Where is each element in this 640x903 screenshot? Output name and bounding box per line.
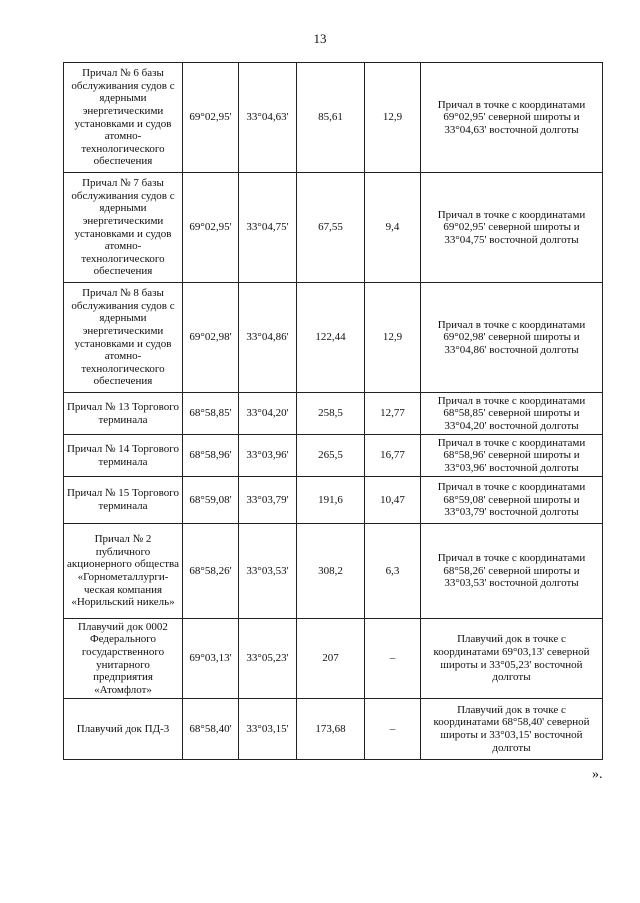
description-cell: Причал в точке с координатами 68°58,26' северной широты и 33°03,53' восточной долготы bbox=[421, 524, 603, 619]
depth-cell: 10,47 bbox=[365, 477, 421, 524]
depth-cell: 12,9 bbox=[365, 283, 421, 393]
table-row bbox=[64, 435, 603, 477]
longitude-cell: 33°03,15' bbox=[239, 699, 297, 760]
depth-cell: 9,4 bbox=[365, 173, 421, 283]
latitude-cell: 69°02,95' bbox=[183, 63, 239, 173]
depth-cell: – bbox=[365, 699, 421, 760]
berth-name-cell: Причал № 7 базы обслуживания судов с ядерными энергетическими установками и судов атомно-технологического обеспечения bbox=[64, 173, 183, 283]
length-cell: 308,2 bbox=[297, 524, 365, 619]
depth-cell: 6,3 bbox=[365, 524, 421, 619]
table-row bbox=[64, 283, 603, 393]
longitude-cell: 33°04,75' bbox=[239, 173, 297, 283]
table-row bbox=[64, 173, 603, 283]
depth-cell: 12,77 bbox=[365, 393, 421, 435]
latitude-cell: 68°58,40' bbox=[183, 699, 239, 760]
depth-cell: 12,9 bbox=[365, 63, 421, 173]
table-row bbox=[64, 699, 603, 760]
length-cell: 191,6 bbox=[297, 477, 365, 524]
latitude-cell: 68°58,85' bbox=[183, 393, 239, 435]
longitude-cell: 33°04,63' bbox=[239, 63, 297, 173]
depth-cell: – bbox=[365, 619, 421, 699]
length-cell: 85,61 bbox=[297, 63, 365, 173]
latitude-cell: 69°02,95' bbox=[183, 173, 239, 283]
description-cell: Причал в точке с координатами 69°02,95' северной широты и 33°04,75' восточной долготы bbox=[421, 173, 603, 283]
longitude-cell: 33°04,20' bbox=[239, 393, 297, 435]
berth-name-cell: Причал № 2 публичного акционерного общества «Горнометаллурги-ческая компания «Норильский никель» bbox=[64, 524, 183, 619]
description-cell: Причал в точке с координатами 69°02,95' северной широты и 33°04,63' восточной долготы bbox=[421, 63, 603, 173]
length-cell: 258,5 bbox=[297, 393, 365, 435]
longitude-cell: 33°03,96' bbox=[239, 435, 297, 477]
page-number: 13 bbox=[313, 31, 327, 46]
description-cell: Причал в точке с координатами 69°02,98' северной широты и 33°04,86' восточной долготы bbox=[421, 283, 603, 393]
longitude-cell: 33°03,79' bbox=[239, 477, 297, 524]
length-cell: 122,44 bbox=[297, 283, 365, 393]
berth-name-cell: Причал № 6 базы обслуживания судов с ядерными энергетическими установками и судов атомно-технологического обеспечения bbox=[64, 63, 183, 173]
berth-name-cell: Причал № 13 Торгового терминала bbox=[64, 393, 183, 435]
description-cell: Плавучий док в точке с координатами 68°58,40' северной широты и 33°03,15' восточной долготы bbox=[421, 699, 603, 760]
longitude-cell: 33°03,53' bbox=[239, 524, 297, 619]
table-row bbox=[64, 393, 603, 435]
description-cell: Причал в точке с координатами 68°58,96' северной широты и 33°03,96' восточной долготы bbox=[421, 435, 603, 477]
longitude-cell: 33°04,86' bbox=[239, 283, 297, 393]
latitude-cell: 68°59,08' bbox=[183, 477, 239, 524]
longitude-cell: 33°05,23' bbox=[239, 619, 297, 699]
length-cell: 173,68 bbox=[297, 699, 365, 760]
description-cell: Причал в точке с координатами 68°58,85' северной широты и 33°04,20' восточной долготы bbox=[421, 393, 603, 435]
berth-name-cell: Плавучий док 0002 Федерального государственного унитарного предприятия «Атомфлот» bbox=[64, 619, 183, 699]
berth-name-cell: Плавучий док ПД-3 bbox=[64, 699, 183, 760]
table-row bbox=[64, 63, 603, 173]
latitude-cell: 68°58,26' bbox=[183, 524, 239, 619]
description-cell: Плавучий док в точке с координатами 69°03,13' северной широты и 33°05,23' восточной долготы bbox=[421, 619, 603, 699]
table-row bbox=[64, 524, 603, 619]
berth-name-cell: Причал № 15 Торгового терминала bbox=[64, 477, 183, 524]
depth-cell: 16,77 bbox=[365, 435, 421, 477]
description-cell: Причал в точке с координатами 68°59,08' северной широты и 33°03,79' восточной долготы bbox=[421, 477, 603, 524]
berth-table bbox=[63, 62, 603, 760]
length-cell: 207 bbox=[297, 619, 365, 699]
latitude-cell: 69°03,13' bbox=[183, 619, 239, 699]
length-cell: 67,55 bbox=[297, 173, 365, 283]
closing-quote: ». bbox=[592, 767, 603, 782]
table-row bbox=[64, 619, 603, 699]
table-row bbox=[64, 477, 603, 524]
latitude-cell: 69°02,98' bbox=[183, 283, 239, 393]
berth-name-cell: Причал № 14 Торгового терминала bbox=[64, 435, 183, 477]
length-cell: 265,5 bbox=[297, 435, 365, 477]
berth-name-cell: Причал № 8 базы обслуживания судов с ядерными энергетическими установками и судов атомно-технологического обеспечения bbox=[64, 283, 183, 393]
latitude-cell: 68°58,96' bbox=[183, 435, 239, 477]
